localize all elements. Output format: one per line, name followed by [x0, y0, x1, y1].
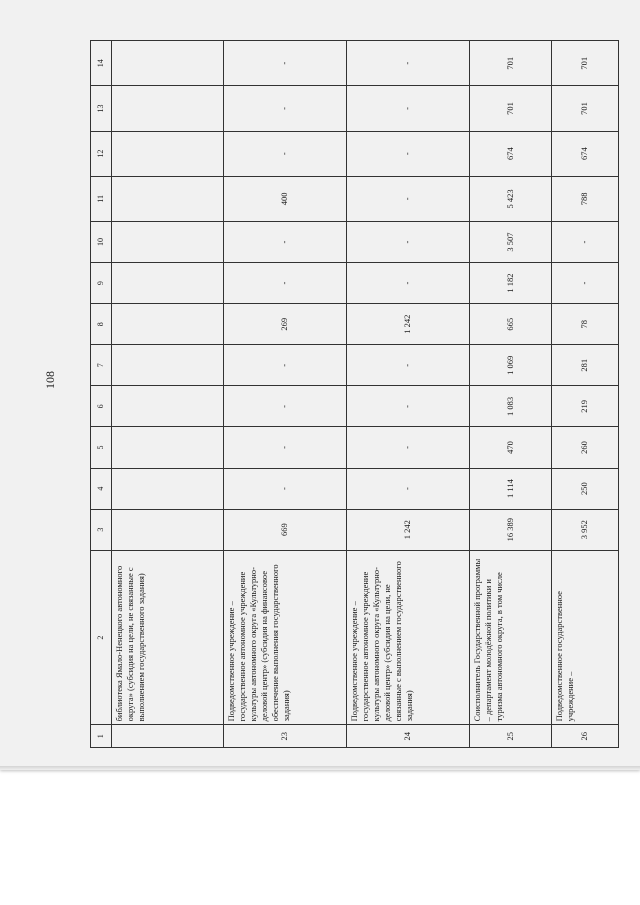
budget-table — [90, 40, 619, 748]
value-cell: 470 — [470, 427, 552, 468]
value-cell: 3 507 — [470, 221, 552, 262]
value-cell: 1 242 — [347, 304, 470, 345]
value-cell: 400 — [224, 176, 347, 221]
value-cell — [112, 86, 224, 131]
value-cell: - — [224, 345, 347, 386]
value-cell: 3 952 — [552, 509, 619, 550]
header-cell: 8 — [91, 304, 112, 345]
value-cell — [112, 427, 224, 468]
row-name: Соисполнитель Государственной программы – департамент молодёжной политики и туризма автономного округа, в том числе — [470, 550, 552, 725]
value-cell: - — [552, 263, 619, 304]
rotated-table — [90, 40, 613, 748]
value-cell: 701 — [470, 86, 552, 131]
value-cell: 674 — [470, 131, 552, 176]
header-cell: 5 — [91, 427, 112, 468]
value-cell: 78 — [552, 304, 619, 345]
header-row — [91, 41, 112, 748]
value-cell: - — [347, 221, 470, 262]
table-row — [552, 41, 619, 748]
header-cell: 10 — [91, 221, 112, 262]
value-cell: - — [347, 41, 470, 86]
value-cell: - — [224, 263, 347, 304]
header-cell: 7 — [91, 345, 112, 386]
value-cell: - — [224, 427, 347, 468]
table-row — [347, 41, 470, 748]
value-cell: - — [552, 221, 619, 262]
value-cell: 701 — [470, 41, 552, 86]
value-cell — [112, 41, 224, 86]
page-number: 108 — [43, 371, 57, 389]
header-cell: 12 — [91, 131, 112, 176]
value-cell: - — [347, 427, 470, 468]
table-row — [112, 41, 224, 748]
header-cell: 6 — [91, 386, 112, 427]
header-cell: 14 — [91, 41, 112, 86]
value-cell: 674 — [552, 131, 619, 176]
value-cell: 669 — [224, 509, 347, 550]
page-edge-shadow — [0, 766, 640, 770]
value-cell: 665 — [470, 304, 552, 345]
value-cell: 701 — [552, 41, 619, 86]
value-cell: - — [347, 86, 470, 131]
value-cell: 16 389 — [470, 509, 552, 550]
value-cell: - — [224, 468, 347, 509]
value-cell: - — [347, 176, 470, 221]
value-cell — [112, 345, 224, 386]
table-row — [224, 41, 347, 748]
row-name: Подведомственное государственное учреждение – — [552, 550, 619, 725]
header-cell: 13 — [91, 86, 112, 131]
header-cell: 11 — [91, 176, 112, 221]
table-container — [90, 40, 613, 748]
value-cell: 219 — [552, 386, 619, 427]
value-cell: 1 242 — [347, 509, 470, 550]
value-cell — [112, 468, 224, 509]
value-cell: 1 083 — [470, 386, 552, 427]
row-number: 26 — [552, 725, 619, 748]
row-name: Подведомственное учреждение – государственное автономное учреждение культуры автономного округа «Культурно-деловой центр» (субсидия на цели, не связанные с выполнением государственного задания) — [347, 550, 470, 725]
header-cell: 3 — [91, 509, 112, 550]
value-cell — [112, 131, 224, 176]
value-cell: 250 — [552, 468, 619, 509]
value-cell: 5 423 — [470, 176, 552, 221]
value-cell: - — [224, 386, 347, 427]
value-cell: - — [347, 468, 470, 509]
value-cell — [112, 509, 224, 550]
value-cell: - — [347, 386, 470, 427]
value-cell: - — [224, 131, 347, 176]
value-cell: - — [224, 86, 347, 131]
value-cell: 788 — [552, 176, 619, 221]
value-cell: - — [347, 131, 470, 176]
row-name: Подведомственное учреждение – государственное автономное учреждение культуры автономного округа «Культурно-деловой центр» (субсидия на финансовое обеспечение выполнения государственного задания) — [224, 550, 347, 725]
value-cell: 1 069 — [470, 345, 552, 386]
value-cell: 1 114 — [470, 468, 552, 509]
row-number — [112, 725, 224, 748]
value-cell: - — [224, 41, 347, 86]
value-cell — [112, 304, 224, 345]
table-row — [470, 41, 552, 748]
value-cell — [112, 386, 224, 427]
value-cell — [112, 263, 224, 304]
value-cell: 1 182 — [470, 263, 552, 304]
value-cell: - — [347, 263, 470, 304]
header-cell: 1 — [91, 725, 112, 748]
value-cell: 701 — [552, 86, 619, 131]
header-cell: 2 — [91, 550, 112, 725]
value-cell: 281 — [552, 345, 619, 386]
value-cell: 260 — [552, 427, 619, 468]
row-number: 24 — [347, 725, 470, 748]
value-cell: 269 — [224, 304, 347, 345]
row-name: библиотека Ямало-Ненецкого автономного округа» (субсидия на цели, не связанные с выполнением государственного задания) — [112, 550, 224, 725]
row-number: 25 — [470, 725, 552, 748]
header-cell: 9 — [91, 263, 112, 304]
value-cell: - — [224, 221, 347, 262]
value-cell — [112, 176, 224, 221]
row-number: 23 — [224, 725, 347, 748]
value-cell — [112, 221, 224, 262]
value-cell: - — [347, 345, 470, 386]
header-cell: 4 — [91, 468, 112, 509]
